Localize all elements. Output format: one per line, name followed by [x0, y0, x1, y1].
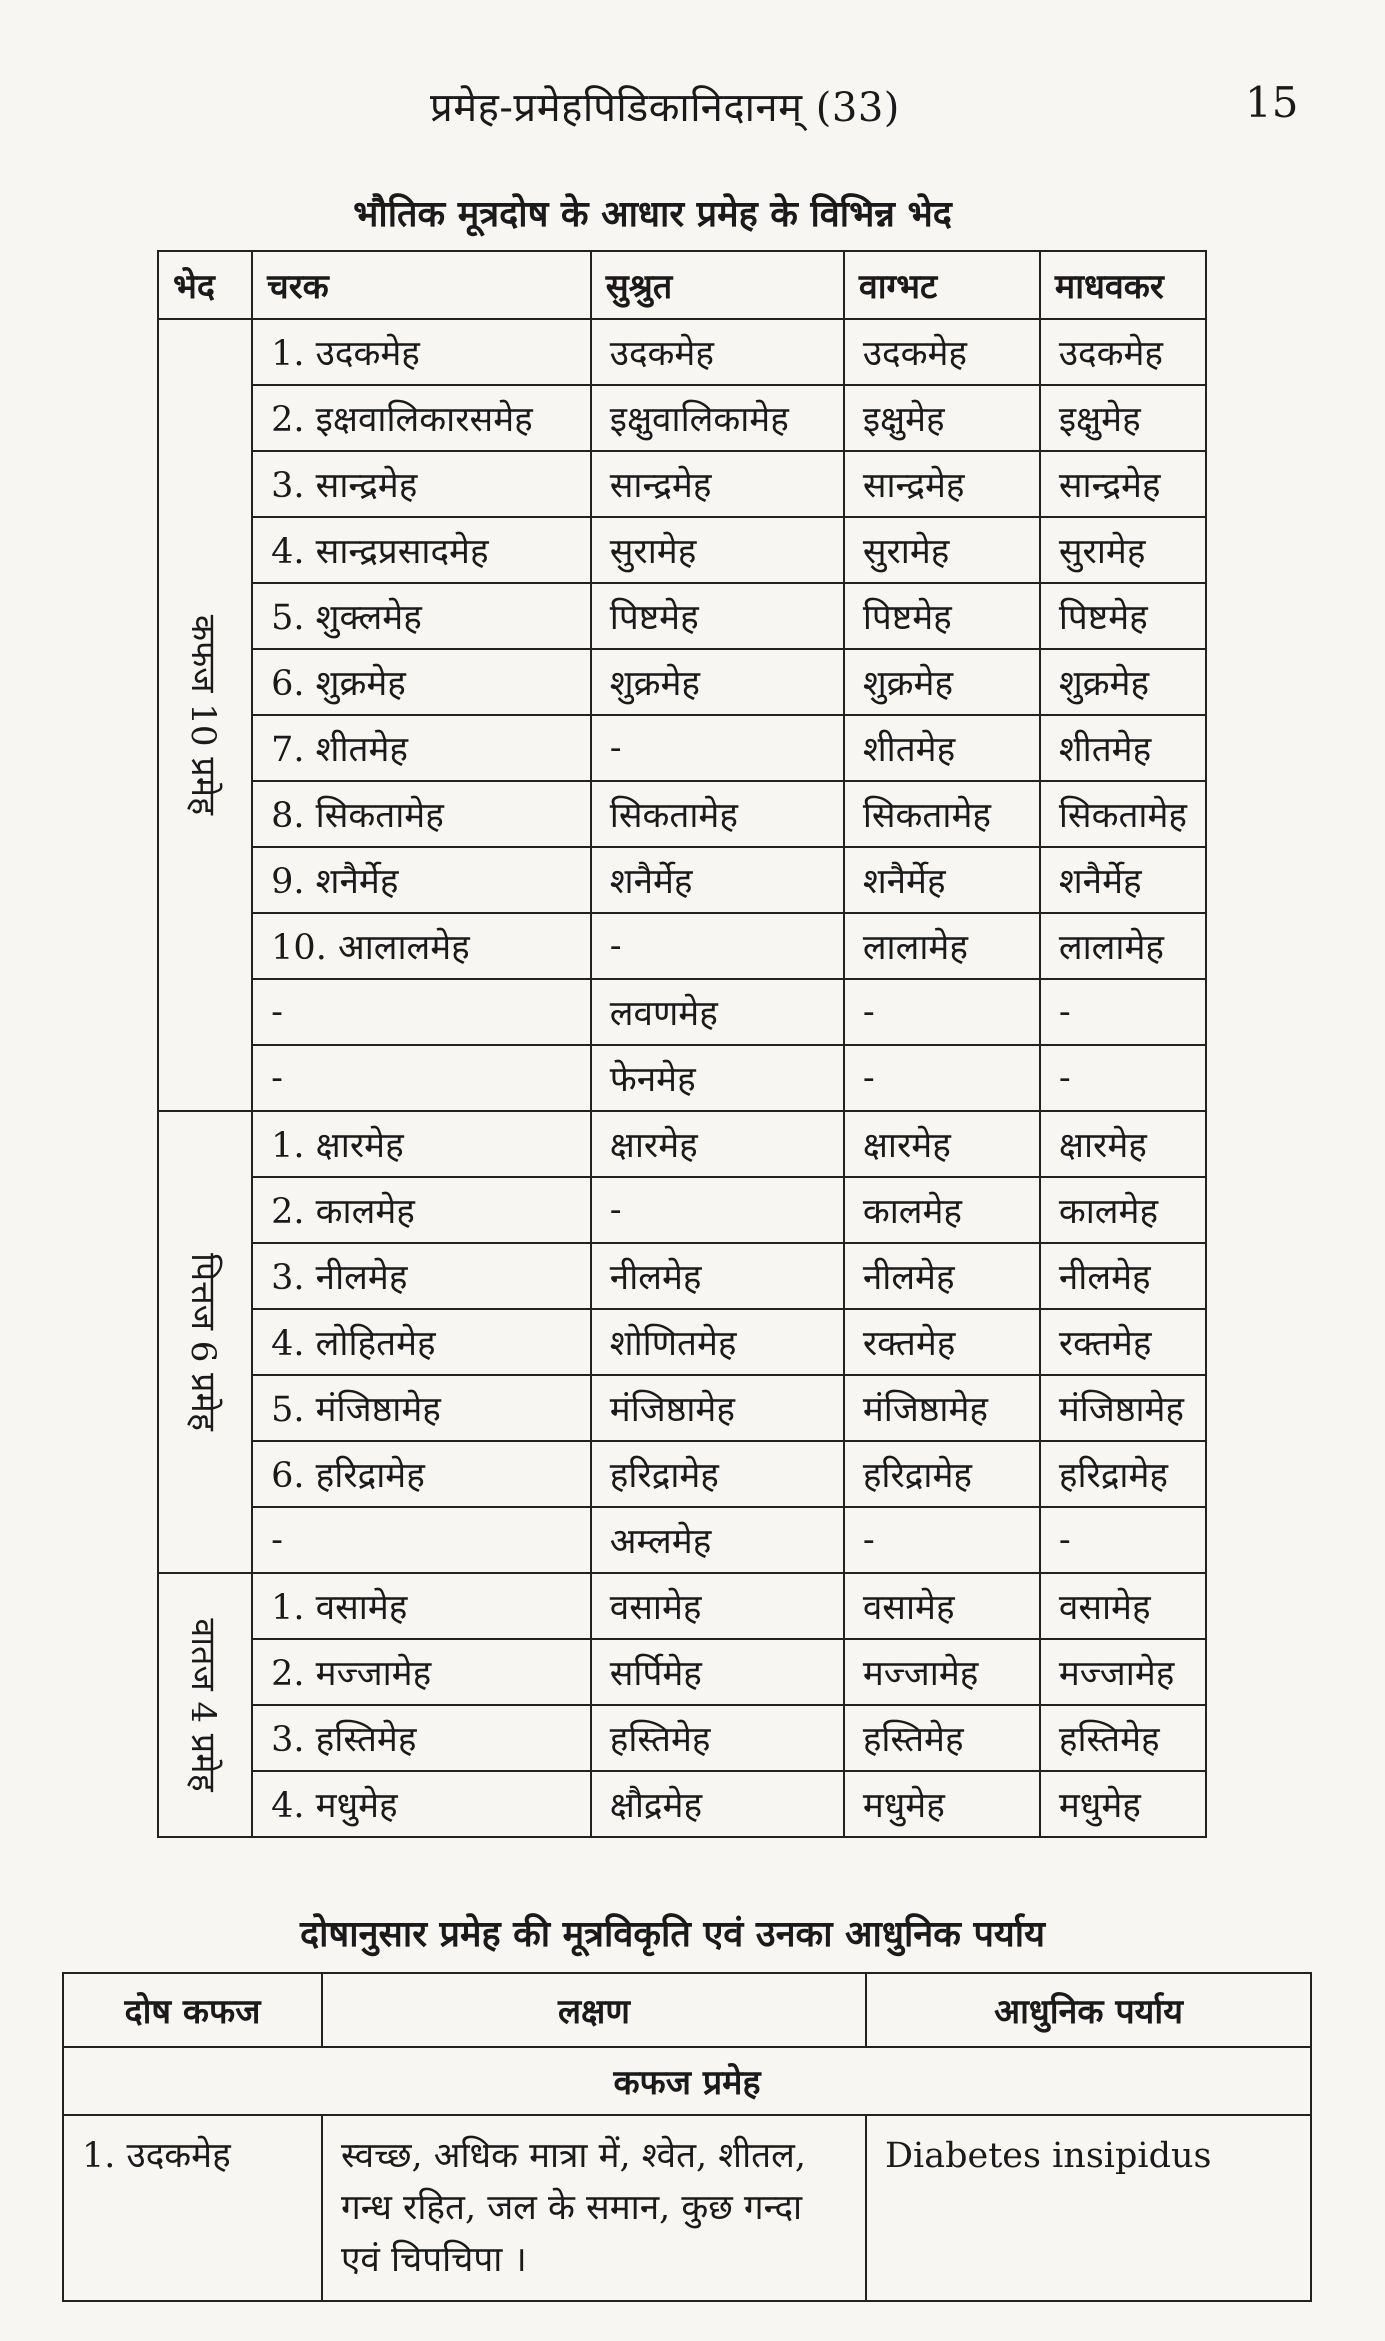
- vagbhat-cell: -: [844, 1507, 1040, 1573]
- madhavkar-cell: -: [1040, 1507, 1206, 1573]
- table-row: [158, 583, 1206, 649]
- madhavkar-cell: -: [1040, 1045, 1206, 1111]
- vagbhat-cell: -: [844, 979, 1040, 1045]
- sushrut-cell: -: [591, 913, 844, 979]
- table-row: [158, 1375, 1206, 1441]
- table-row: [158, 451, 1206, 517]
- charak-cell: 8. सिकतामेह: [252, 781, 591, 847]
- running-head: प्रमेह-प्रमेहपिडिकानिदानम् (33): [430, 85, 900, 131]
- charak-cell: 1. वसामेह: [252, 1573, 591, 1639]
- madhavkar-cell: हरिद्रामेह: [1040, 1441, 1206, 1507]
- sushrut-cell: हरिद्रामेह: [591, 1441, 844, 1507]
- vagbhat-cell: मज्जामेह: [844, 1639, 1040, 1705]
- sushrut-cell: लवणमेह: [591, 979, 844, 1045]
- madhavkar-cell: शीतमेह: [1040, 715, 1206, 781]
- madhavkar-cell: वसामेह: [1040, 1573, 1206, 1639]
- sushrut-cell: शोणितमेह: [591, 1309, 844, 1375]
- vagbhat-cell: -: [844, 1045, 1040, 1111]
- charak-cell: 2. मज्जामेह: [252, 1639, 591, 1705]
- vagbhat-cell: कालमेह: [844, 1177, 1040, 1243]
- table-row: [63, 2115, 1311, 2301]
- sushrut-cell: हस्तिमेह: [591, 1705, 844, 1771]
- table-row: [158, 1441, 1206, 1507]
- vagbhat-cell: पिष्टमेह: [844, 583, 1040, 649]
- table-row: [158, 1573, 1206, 1639]
- table2-title: दोषानुसार प्रमेह की मूत्रविकृति एवं उनका आधुनिक पर्याय: [299, 1913, 1046, 1955]
- madhavkar-cell: मंजिष्ठामेह: [1040, 1375, 1206, 1441]
- sushrut-cell: क्षारमेह: [591, 1111, 844, 1177]
- sushrut-cell: अम्लमेह: [591, 1507, 844, 1573]
- charak-cell: 3. नीलमेह: [252, 1243, 591, 1309]
- header-vagbhat: वाग्भट: [844, 251, 1040, 319]
- vagbhat-cell: शीतमेह: [844, 715, 1040, 781]
- table2-header-row: [63, 1973, 1311, 2047]
- charak-cell: 6. शुक्रमेह: [252, 649, 591, 715]
- vagbhat-cell: हरिद्रामेह: [844, 1441, 1040, 1507]
- section-row: [63, 2047, 1311, 2115]
- table-row: [158, 1045, 1206, 1111]
- sushrut-cell: सिकतामेह: [591, 781, 844, 847]
- sushrut-cell: क्षौद्रमेह: [591, 1771, 844, 1837]
- table1-title: भौतिक मूत्रदोष के आधार प्रमेह के विभिन्न भेद: [353, 193, 952, 235]
- vagbhat-cell: हस्तिमेह: [844, 1705, 1040, 1771]
- madhavkar-cell: -: [1040, 979, 1206, 1045]
- group-label: कफज 10 प्रमेह: [183, 614, 224, 816]
- section-label: कफज प्रमेह: [63, 2047, 1311, 2115]
- table-row: [158, 913, 1206, 979]
- table-row: [158, 1771, 1206, 1837]
- madhavkar-cell: लालामेह: [1040, 913, 1206, 979]
- charak-cell: 4. सान्द्रप्रसादमेह: [252, 517, 591, 583]
- madhavkar-cell: हस्तिमेह: [1040, 1705, 1206, 1771]
- charak-cell: 6. हरिद्रामेह: [252, 1441, 591, 1507]
- table-row: [158, 1705, 1206, 1771]
- charak-cell: 1. क्षारमेह: [252, 1111, 591, 1177]
- madhavkar-cell: मधुमेह: [1040, 1771, 1206, 1837]
- sushrut-cell: -: [591, 1177, 844, 1243]
- sushrut-cell: सर्पिमेह: [591, 1639, 844, 1705]
- vagbhat-cell: सुरामेह: [844, 517, 1040, 583]
- vagbhat-cell: शनैर्मेह: [844, 847, 1040, 913]
- group-label: वातज 4 प्रमेह: [183, 1618, 224, 1792]
- vagbhat-cell: उदकमेह: [844, 319, 1040, 385]
- table-row: [158, 979, 1206, 1045]
- charak-cell: 2. कालमेह: [252, 1177, 591, 1243]
- sushrut-cell: शनैर्मेह: [591, 847, 844, 913]
- charak-cell: 5. मंजिष्ठामेह: [252, 1375, 591, 1441]
- charak-cell: 7. शीतमेह: [252, 715, 591, 781]
- madhavkar-cell: सिकतामेह: [1040, 781, 1206, 847]
- madhavkar-cell: इक्षुमेह: [1040, 385, 1206, 451]
- charak-cell: 10. आलालमेह: [252, 913, 591, 979]
- sushrut-cell: फेनमेह: [591, 1045, 844, 1111]
- madhavkar-cell: मज्जामेह: [1040, 1639, 1206, 1705]
- header-lakshan: लक्षण: [322, 1973, 866, 2047]
- vagbhat-cell: नीलमेह: [844, 1243, 1040, 1309]
- table-row: [158, 1243, 1206, 1309]
- table-row: [158, 847, 1206, 913]
- group-label: पित्तज 6 प्रमेह: [183, 1253, 224, 1431]
- vagbhat-cell: सिकतामेह: [844, 781, 1040, 847]
- charak-cell: 4. मधुमेह: [252, 1771, 591, 1837]
- table1-header-row: [158, 251, 1206, 319]
- vagbhat-cell: इक्षुमेह: [844, 385, 1040, 451]
- vagbhat-cell: मधुमेह: [844, 1771, 1040, 1837]
- sushrut-cell: सुरामेह: [591, 517, 844, 583]
- madhavkar-cell: शुक्रमेह: [1040, 649, 1206, 715]
- madhavkar-cell: सुरामेह: [1040, 517, 1206, 583]
- sushrut-cell: पिष्टमेह: [591, 583, 844, 649]
- vagbhat-cell: वसामेह: [844, 1573, 1040, 1639]
- header-adhunik-paryay: आधुनिक पर्याय: [866, 1973, 1311, 2047]
- table-row: [158, 1507, 1206, 1573]
- madhavkar-cell: सान्द्रमेह: [1040, 451, 1206, 517]
- table-row: [158, 781, 1206, 847]
- madhavkar-cell: उदकमेह: [1040, 319, 1206, 385]
- prameha-name: 1. उदकमेह: [63, 2115, 322, 2301]
- table-row: [158, 715, 1206, 781]
- header-charak: चरक: [252, 251, 591, 319]
- table-row: [158, 319, 1206, 385]
- vagbhat-cell: रक्तमेह: [844, 1309, 1040, 1375]
- madhavkar-cell: क्षारमेह: [1040, 1111, 1206, 1177]
- charak-cell: 4. लोहितमेह: [252, 1309, 591, 1375]
- table-row: [158, 1111, 1206, 1177]
- sushrut-cell: मंजिष्ठामेह: [591, 1375, 844, 1441]
- table-row: [158, 1639, 1206, 1705]
- group-label-cell: [158, 319, 252, 1111]
- page-header: [0, 78, 1385, 148]
- page-number: 15: [1245, 78, 1299, 127]
- charak-cell: -: [252, 1045, 591, 1111]
- prameha-symptoms: स्वच्छ, अधिक मात्रा में, श्वेत, शीतल, गन्ध रहित, जल के समान, कुछ गन्दा एवं चिपचिपा ।: [322, 2115, 866, 2301]
- vagbhat-cell: लालामेह: [844, 913, 1040, 979]
- madhavkar-cell: नीलमेह: [1040, 1243, 1206, 1309]
- header-sushrut: सुश्रुत: [591, 251, 844, 319]
- group-label-cell: [158, 1111, 252, 1573]
- table-row: [158, 1309, 1206, 1375]
- sushrut-cell: इक्षुवालिकामेह: [591, 385, 844, 451]
- sushrut-cell: वसामेह: [591, 1573, 844, 1639]
- sushrut-cell: नीलमेह: [591, 1243, 844, 1309]
- table-row: [158, 649, 1206, 715]
- vagbhat-cell: सान्द्रमेह: [844, 451, 1040, 517]
- header-madhavkar: माधवकर: [1040, 251, 1206, 319]
- prameha-types-table: [157, 250, 1207, 1838]
- madhavkar-cell: कालमेह: [1040, 1177, 1206, 1243]
- modern-equivalent: Diabetes insipidus: [866, 2115, 1311, 2301]
- madhavkar-cell: रक्तमेह: [1040, 1309, 1206, 1375]
- madhavkar-cell: शनैर्मेह: [1040, 847, 1206, 913]
- dosha-urine-table: [62, 1972, 1312, 2302]
- charak-cell: -: [252, 1507, 591, 1573]
- vagbhat-cell: मंजिष्ठामेह: [844, 1375, 1040, 1441]
- vagbhat-cell: शुक्रमेह: [844, 649, 1040, 715]
- charak-cell: 5. शुक्लमेह: [252, 583, 591, 649]
- header-bhed: भेद: [158, 251, 252, 319]
- sushrut-cell: उदकमेह: [591, 319, 844, 385]
- vagbhat-cell: क्षारमेह: [844, 1111, 1040, 1177]
- sushrut-cell: -: [591, 715, 844, 781]
- table-row: [158, 1177, 1206, 1243]
- charak-cell: 3. हस्तिमेह: [252, 1705, 591, 1771]
- sushrut-cell: सान्द्रमेह: [591, 451, 844, 517]
- charak-cell: 2. इक्षवालिकारसमेह: [252, 385, 591, 451]
- sushrut-cell: शुक्रमेह: [591, 649, 844, 715]
- charak-cell: -: [252, 979, 591, 1045]
- madhavkar-cell: पिष्टमेह: [1040, 583, 1206, 649]
- charak-cell: 1. उदकमेह: [252, 319, 591, 385]
- charak-cell: 3. सान्द्रमेह: [252, 451, 591, 517]
- table-row: [158, 385, 1206, 451]
- group-label-cell: [158, 1573, 252, 1837]
- charak-cell: 9. शनैर्मेह: [252, 847, 591, 913]
- header-dosha: दोष कफज: [63, 1973, 322, 2047]
- table-row: [158, 517, 1206, 583]
